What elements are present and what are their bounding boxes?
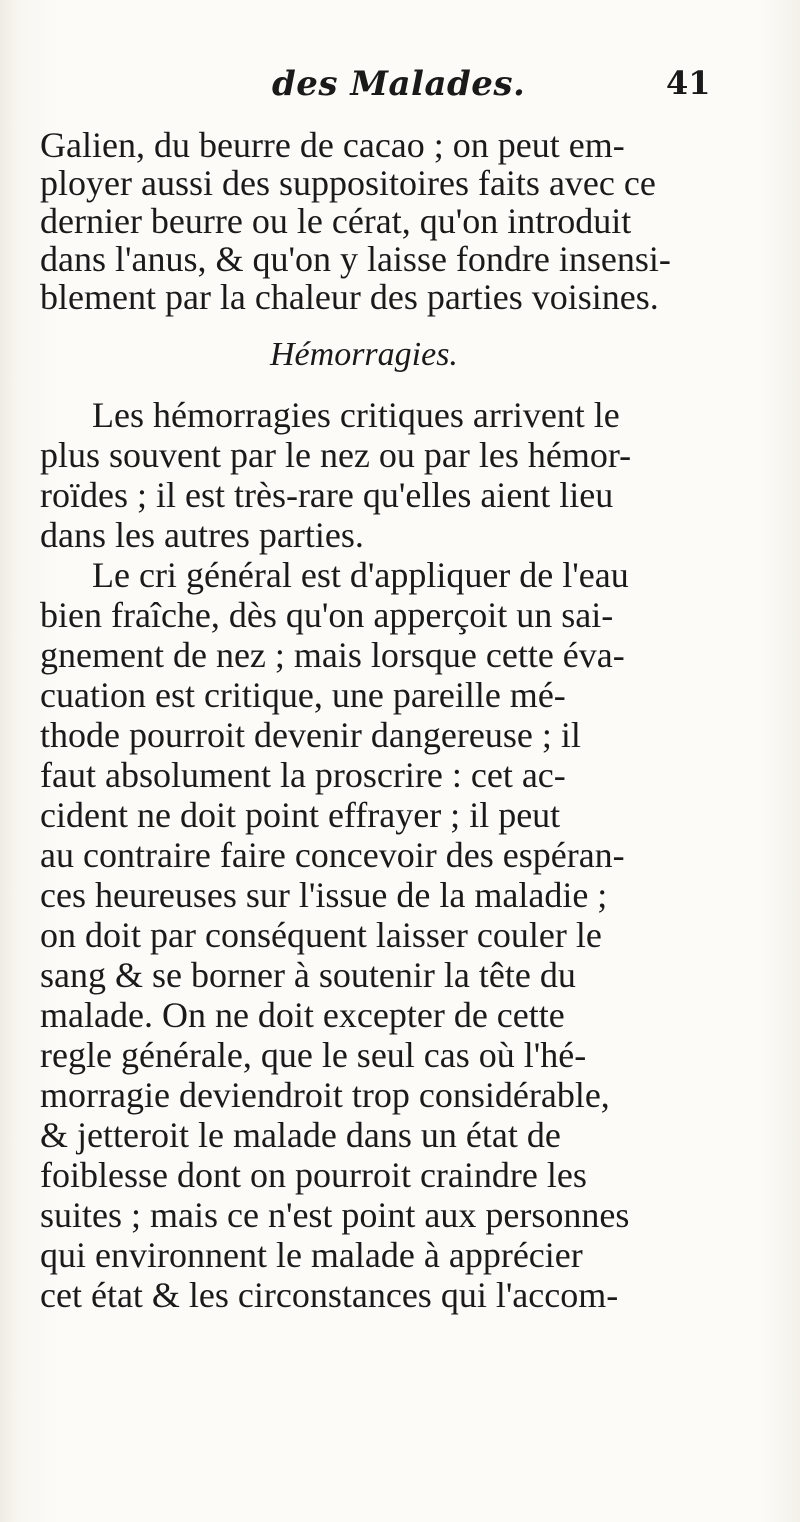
text-line: faut absolument la proscrire : cet ac- bbox=[40, 755, 566, 795]
text-line: bien fraîche, dès qu'on apperçoit un sai- bbox=[40, 595, 614, 635]
text-line: thode pourroit devenir dangereuse ; il bbox=[40, 715, 581, 755]
text-line: au contraire faire concevoir des espéran- bbox=[40, 835, 625, 875]
text-line: dernier beurre ou le cérat, qu'on introduit bbox=[40, 201, 632, 241]
text-line: Les hémorragies critiques arrivent le bbox=[92, 395, 620, 435]
running-title: des Malades. bbox=[272, 64, 526, 104]
text-line: ces heureuses sur l'issue de la maladie ; bbox=[40, 875, 608, 915]
text-line: cuation est critique, une pareille mé- bbox=[40, 675, 566, 715]
text-line: ployer aussi des suppositoires faits avec ce bbox=[40, 163, 656, 203]
text-line: regle générale, que le seul cas où l'hé- bbox=[40, 1035, 587, 1075]
section-heading: Hémorragies. bbox=[270, 336, 458, 373]
text-line: cident ne doit point effrayer ; il peut bbox=[40, 795, 561, 835]
text-line: dans l'anus, & qu'on y laisse fondre insensi- bbox=[40, 239, 671, 279]
page-number: 41 bbox=[666, 64, 711, 102]
text-line: qui environnent le malade à apprécier bbox=[40, 1235, 583, 1275]
text-line: gnement de nez ; mais lorsque cette éva- bbox=[40, 635, 625, 675]
text-line: dans les autres parties. bbox=[40, 515, 364, 555]
text-line: Galien, du beurre de cacao ; on peut em- bbox=[40, 125, 625, 165]
text-line: foiblesse dont on pourroit craindre les bbox=[40, 1155, 587, 1195]
text-line: Le cri général est d'appliquer de l'eau bbox=[92, 555, 629, 595]
text-line: malade. On ne doit excepter de cette bbox=[40, 995, 565, 1035]
text-line: plus souvent par le nez ou par les hémor- bbox=[40, 435, 632, 475]
text-line: & jetteroit le malade dans un état de bbox=[40, 1115, 561, 1155]
text-line: on doit par conséquent laisser couler le bbox=[40, 915, 602, 955]
text-line: suites ; mais ce n'est point aux personnes bbox=[40, 1195, 630, 1235]
text-line: morragie deviendroit trop considérable, bbox=[40, 1075, 610, 1115]
text-line: sang & se borner à soutenir la tête du bbox=[40, 955, 576, 995]
text-line: roïdes ; il est très-rare qu'elles aient lieu bbox=[40, 475, 614, 515]
text-line: blement par la chaleur des parties voisines. bbox=[40, 277, 659, 317]
page-header bbox=[0, 64, 800, 108]
text-line: cet état & les circonstances qui l'accom- bbox=[40, 1275, 619, 1315]
